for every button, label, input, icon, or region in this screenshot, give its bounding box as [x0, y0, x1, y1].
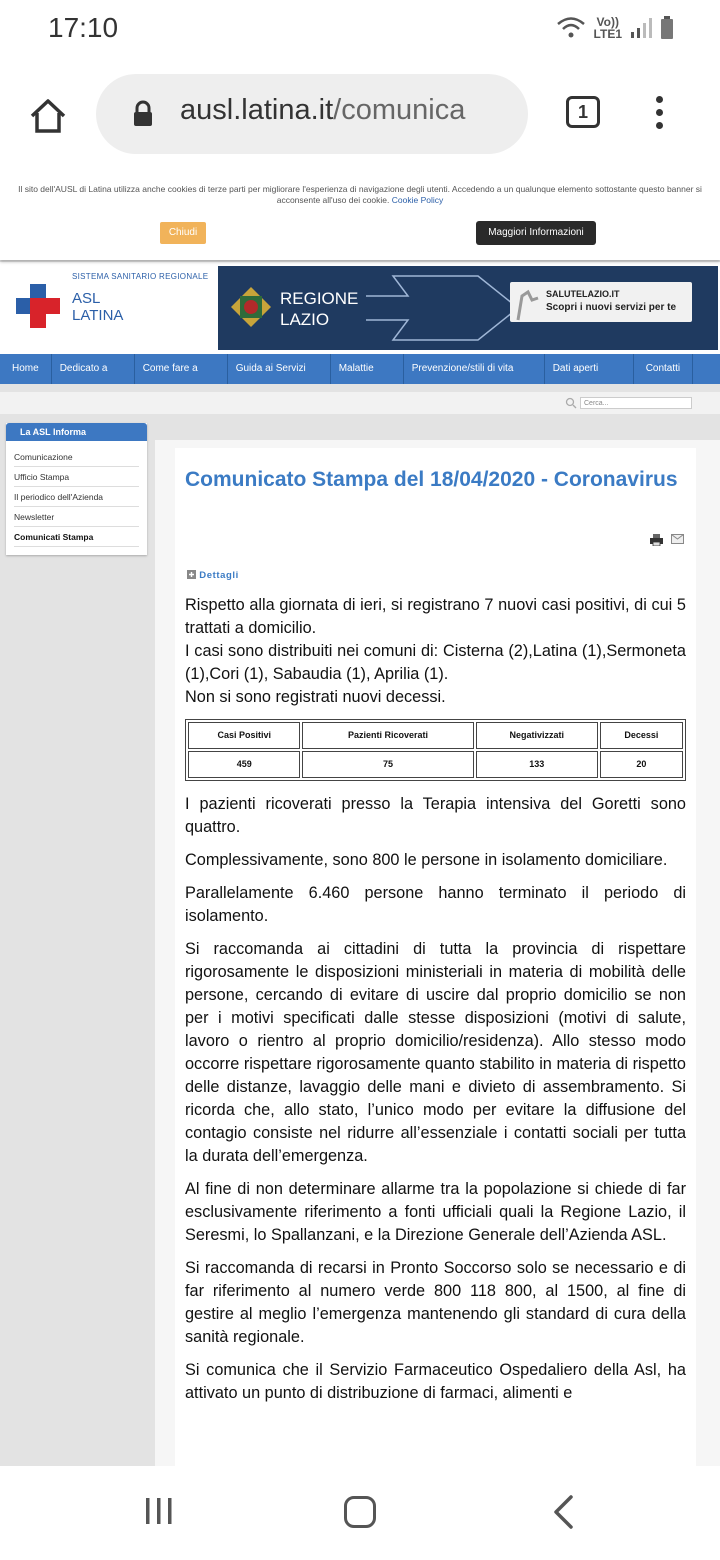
ssr-label: SISTEMA SANITARIO REGIONALE [72, 272, 209, 281]
sidebar-item-comunicazione[interactable]: Comunicazione [14, 447, 139, 467]
print-icon[interactable] [650, 534, 663, 546]
main-nav [0, 354, 720, 384]
home-button[interactable] [344, 1496, 376, 1528]
nav-item-home[interactable]: Home [0, 354, 52, 384]
nav-item-dedicato[interactable]: Dedicato a [52, 354, 135, 384]
clock: 17:10 [48, 12, 119, 43]
address-bar[interactable] [96, 74, 528, 154]
stats-table [185, 719, 686, 781]
paragraph: I pazienti ricoverati presso la Terapia intensiva del Goretti sono quattro. [185, 795, 686, 836]
table-header: Pazienti Ricoverati [302, 722, 473, 749]
browser-toolbar [0, 58, 720, 170]
close-cookie-button[interactable]: Chiudi [160, 222, 206, 244]
content-area [155, 440, 720, 1466]
battery-icon [660, 16, 674, 40]
web-page [0, 170, 720, 1466]
plus-icon [187, 570, 196, 579]
sidebar-item-comunicati-stampa[interactable]: Comunicati Stampa [14, 527, 139, 547]
hand-icon [512, 282, 542, 322]
lock-icon [132, 100, 154, 128]
nav-item-contatti[interactable]: Contatti [634, 354, 693, 384]
search-icon [565, 397, 577, 409]
sidebar-title: La ASL Informa [6, 423, 147, 441]
cookie-policy-link[interactable]: Cookie Policy [391, 195, 444, 205]
table-header: Negativizzati [476, 722, 598, 749]
nav-item-dati-aperti[interactable]: Dati aperti [545, 354, 634, 384]
salutelazio-box[interactable] [510, 282, 692, 322]
system-nav-bar [0, 1466, 720, 1560]
asl-logo[interactable] [0, 262, 216, 354]
back-icon[interactable] [551, 1494, 575, 1530]
overflow-menu-icon[interactable] [656, 96, 668, 135]
url-text: ausl.latina.it/comunica [180, 94, 466, 126]
nav-item-malattie[interactable]: Malattie [331, 354, 404, 384]
status-icons [556, 16, 674, 40]
more-info-button[interactable]: Maggiori Informazioni [476, 221, 596, 245]
article [175, 448, 696, 1466]
status-bar [0, 0, 720, 58]
sidebar [6, 423, 147, 555]
paragraph: Si comunica che il Servizio Farmaceutico Ospedaliero della Asl, ha attivato un punto di distribuzione di farmaci, alimenti e [185, 1361, 686, 1402]
home-icon[interactable] [26, 94, 70, 138]
article-tools [650, 534, 684, 546]
signal-icon [630, 17, 652, 39]
paragraph: Al fine di non determinare allarme tra la popolazione si chiede di far esclusivamente riferimento a fonti ufficiali quali la Regione Lazio, il Seresmi, lo Spallanzani, e la Direzione Generale dell’Azienda ASL. [185, 1180, 686, 1244]
paragraph: Si raccomanda di recarsi in Pronto Soccorso solo se necessario e di far riferimento al numero verde 800 118 800, al 1500, al fine di gestire al meglio l’emergenza mantenendo gli standard di cura della sanità regionale. [185, 1259, 686, 1346]
table-cell: 75 [302, 751, 473, 778]
salute-line1: SALUTELAZIO.IT [546, 289, 620, 299]
table-cell: 459 [188, 751, 300, 778]
cookie-text: Il sito dell'AUSL di Latina utilizza anche cookies di terze parti per migliorare l'esperienza di navigazione degli utenti. Accedendo a un qualunque elemento sottostante questo banner si acconsente all'uso dei cookie. Cookie Policy [18, 184, 702, 205]
sidebar-item-ufficio-stampa[interactable]: Ufficio Stampa [14, 467, 139, 487]
cross-logo-icon [16, 284, 60, 328]
table-row [188, 751, 683, 778]
regione-lazio-text: REGIONE LAZIO [280, 289, 359, 329]
search-row [0, 392, 720, 414]
wifi-icon [556, 16, 586, 40]
asl-name: ASL LATINA [72, 290, 124, 324]
tab-switcher-button[interactable]: 1 [566, 96, 600, 128]
nav-item-prevenzione[interactable]: Prevenzione/stili di vita [404, 354, 545, 384]
recent-apps-icon[interactable] [144, 1496, 174, 1526]
details-toggle[interactable] [187, 570, 239, 581]
search-input[interactable]: Cerca... [580, 397, 692, 409]
article-body [185, 594, 686, 1415]
sidebar-item-newsletter[interactable]: Newsletter [14, 507, 139, 527]
details-label: Dettagli [199, 570, 239, 581]
paragraph: Parallelamente 6.460 persone hanno terminato il periodo di isolamento. [185, 884, 686, 925]
nav-item-guida[interactable]: Guida ai Servizi [228, 354, 331, 384]
lte-indicator: Vo)) LTE1 [593, 15, 622, 41]
table-header: Casi Positivi [188, 722, 300, 749]
paragraph: Rispetto alla giornata di ieri, si registrano 7 nuovi casi positivi, di cui 5 trattati a domicilio. [185, 596, 686, 637]
table-cell: 20 [600, 751, 683, 778]
salute-line2: Scopri i nuovi servizi per te [546, 302, 677, 313]
email-icon[interactable] [671, 534, 684, 544]
article-title: Comunicato Stampa del 18/04/2020 - Coronavirus [185, 468, 678, 491]
paragraph: Non si sono registrati nuovi decessi. [185, 688, 446, 706]
paragraph: I casi sono distribuiti nei comuni di: Cisterna (2),Latina (1),Sermoneta (1),Cori (1), Sabaudia (1), Aprilia (1). [185, 642, 686, 683]
table-cell: 133 [476, 751, 598, 778]
paragraph: Si raccomanda ai cittadini di tutta la provincia di rispettare rigorosamente le disposizioni ministeriali in materia di mobilità delle persone, cercando di evitare di uscire dal proprio domicilio se non per i motivi specificati dalle stesse disposizioni (motivi di salute, lavoro o rientro al proprio domicilio/residenza). Allo stesso modo occorre rispettare rigorosamente quanto stabilito in materia di rispetto delle distanze, lavaggio delle mani e divieto di assembramento. Si ricorda che, allo stato, l’unico modo per evitare la diffusione del contagio consiste nel ridurre all’essenziale i contatti sociali per tutta la durata dell’emergenza. [185, 940, 686, 1165]
regione-lazio-banner[interactable] [218, 266, 718, 350]
table-header-row [188, 722, 683, 749]
cookie-banner [0, 170, 720, 260]
table-header: Decessi [600, 722, 683, 749]
site-header [0, 262, 720, 354]
sidebar-item-periodico[interactable]: Il periodico dell'Azienda [14, 487, 139, 507]
nav-item-come-fare[interactable]: Come fare a [135, 354, 228, 384]
paragraph: Complessivamente, sono 800 le persone in isolamento domiciliare. [185, 851, 668, 869]
